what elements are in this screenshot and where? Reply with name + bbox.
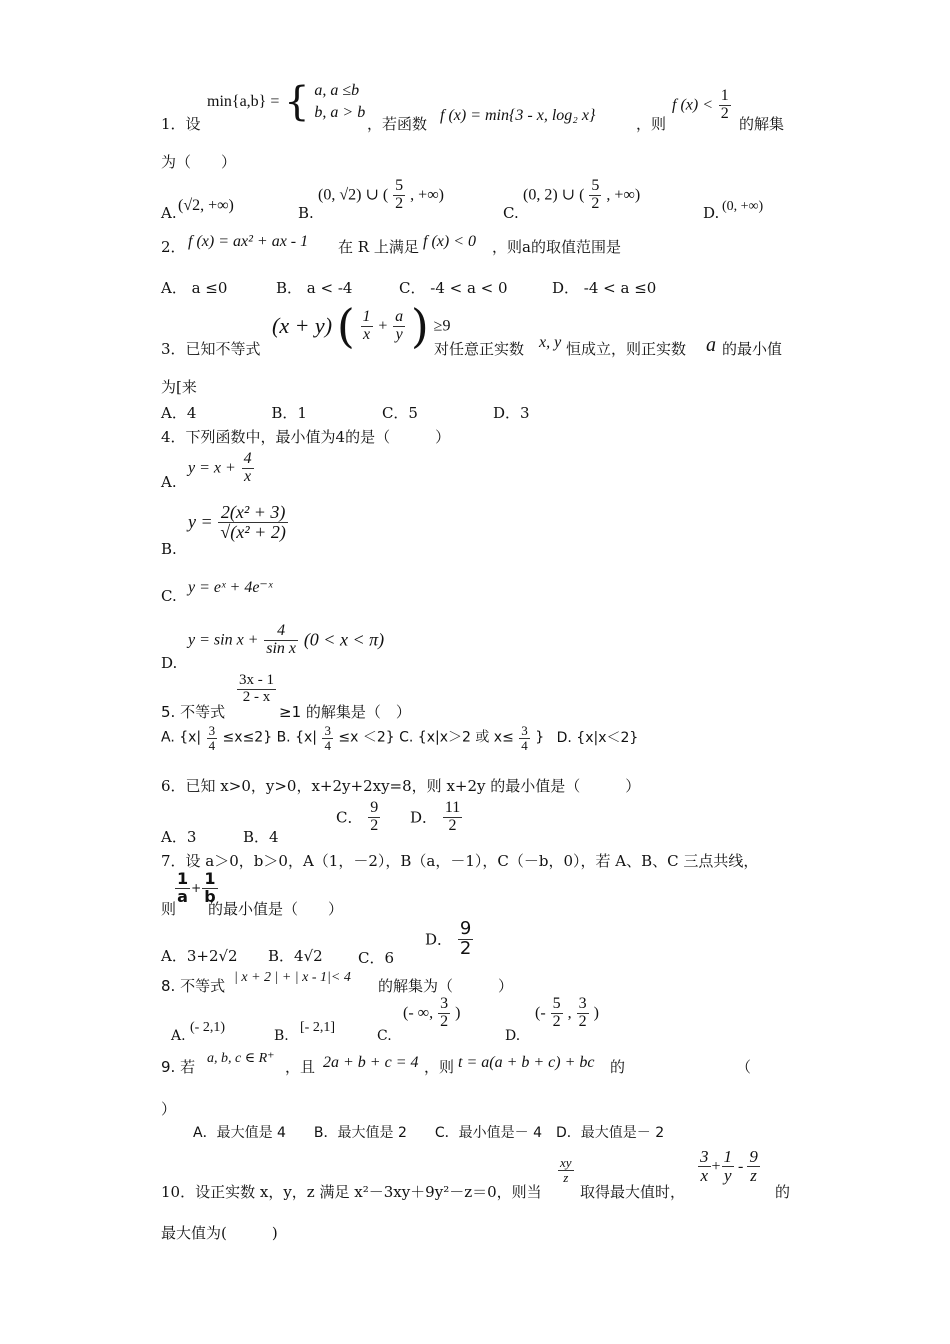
q7-title: 7．设 a＞0，b＞0，A（1，－2），B（a，－1），C（－b，0），若 A、B、C 三点共线， [161,852,759,870]
q10-expression: $\frac{3}{x}$ + $\frac{1}{y}$ - $\frac{9}{z}$ [700,1147,758,1185]
q3-options: A．4 B．1 C．5 D．3 [161,404,530,422]
q5-options: A. {x| $\frac{3}{4}$ ≤x≤2} B. {x| $\frac{3}{4}$ ≤x ＜2} C. {x|x＞2 或 x≤ $\frac{3}{4}$ } D. {x|x＜2} [161,723,639,753]
q8-option-d: (- $\frac{5}{2}$ , $\frac{3}{2}$ ) [535,995,599,1030]
q9-paren-right: ） [161,1100,177,1118]
q10-line2: 最大值为( ) [161,1224,278,1242]
q1-inequality [672,88,732,123]
q4-option-a: y = x + $\frac{4}{x}$ [188,450,252,485]
q5-tail: ≥1 的解集是（ ） [279,703,411,721]
q8-option-b: [- 2,1] [300,1020,335,1035]
q9-t-expression: t = a(a + b + c) + bc [458,1054,595,1071]
q1-option-d-label: D. [703,204,720,222]
q3-line2: 为[来 [161,378,197,396]
q2-option-d: D． -4 < a ≤0 [552,279,657,297]
q2-text-mid: 在 R 上满足 [338,238,419,256]
q7-expression: $\frac{1}{a}$ + $\frac{1}{b}$ [177,869,216,906]
q4-title: 4．下列函数中，最小值为4的是（ ） [161,428,451,446]
q2-option-b: B． a < -4 [276,279,353,297]
q7-tail: 的最小值是（ ） [208,900,344,918]
q4-option-b-label: B. [161,540,177,558]
q3-vars: x, y [539,334,562,351]
q1-brace: { [284,79,310,125]
q3-inequality: (x + y) ( $\frac{1}{x}$ + $\frac{a}{y}$ ) ≥9 [272,299,451,353]
q6-option-d: D． $\frac{11}{2}$ [410,799,461,834]
q3-a: a [706,334,716,356]
q6-title: 6．已知 x>0，y>0，x+2y+2xy=8，则 x+2y 的最小值是（ ） [161,777,641,795]
q9-options: A．最大值是 4 B．最大值是 2 C．最小值是－ 4 D．最大值是－ 2 [193,1125,665,1141]
q1-min-definition [207,80,365,124]
q2-condition: f (x) < 0 [423,233,476,250]
q1-option-b-label: B. [298,204,314,222]
q1-half-fraction: $\frac{1}{2}$ [720,87,729,122]
q9-paren-left: （ [736,1058,752,1076]
q4-option-b: y = $\frac{\text{2(x² + 3)}}{\text{√(x² + 2)}}$ [188,502,286,542]
q8-option-d-label: D. [505,1028,521,1044]
q9-text-mid2: ，则 [424,1058,455,1076]
q1-line2: 为（ ） [161,153,237,171]
q8-number: 8. 不等式 [161,977,226,995]
q8-option-a-label: A. [171,1028,186,1044]
q9-text-mid: ，且 [285,1058,316,1076]
q10-text-mid: 取得最大值时， [580,1183,686,1201]
q4-option-d-label: D. [161,654,178,672]
q7-then: 则 [161,900,177,918]
q5-number: 5. 不等式 [161,703,226,721]
q9-number: 9. 若 [161,1058,196,1076]
q10-tail: 的 [775,1183,791,1201]
q1-function: f (x) = min{3 - x, log₂ x} [440,107,596,124]
q1-ineq-lhs: f (x) < [672,96,713,114]
q8-option-c-label: C. [377,1028,392,1044]
q1-option-a-label: A. [161,204,177,222]
q7-option-c: C．6 [358,949,395,967]
q2-tail: ，则a的取值范围是 [492,238,621,256]
q3-tail: 的最小值 [722,340,783,358]
q3-text-mid2: 恒成立，则正实数 [566,340,687,358]
q1-number: 1．设 [161,115,201,133]
q1-case-1: a, a ≤b [314,82,360,99]
q4-option-d: y = sin x + $\frac{4}{\text{sin x}}$ (0 < x < π) [188,622,385,657]
q4-option-c-label: C. [161,587,177,605]
q1-then: ，则 [636,115,667,133]
q8-option-c: (- ∞, $\frac{3}{2}$ ) [403,995,461,1030]
q7-option-b: B．4√2 [268,947,323,965]
q2-option-a: A． a ≤0 [161,279,228,297]
q9-tail: 的 [610,1058,626,1076]
q4-option-c: y = eˣ + 4e⁻ˣ [188,579,273,596]
q3-text-mid: 对任意正实数 [434,340,525,358]
q1-option-c-label: C. [503,204,519,222]
q4-option-a-label: A. [161,473,177,491]
q2-option-c: C． -4 < a < 0 [399,279,508,297]
q1-tail: 的解集 [739,115,785,133]
q1-option-d: (0, +∞) [722,199,764,214]
q1-min-label: min{a,b} = [207,93,280,111]
q1-option-a: (√2, +∞) [178,197,234,214]
q1-case-2: b, a > b [314,104,366,121]
q5-fraction: $\frac{3x - 1}{2 - x}$ [239,672,274,705]
q1-option-c: (0, 2) ∪ ( $\frac{5}{2}$ , +∞) [523,177,641,212]
q8-inequality: | x + 2 | + | x - 1|< 4 [234,970,351,985]
q10-xy-fraction: $\frac{xy}{z}$ [560,1155,572,1185]
q7-option-d: D． $\frac{9}{2}$ [425,918,472,959]
q7-option-a: A．3+2√2 [161,947,238,965]
q6-option-a: A．3 [161,828,197,846]
q9-set: a, b, c ∈ R⁺ [207,1051,275,1066]
q8-tail: 的解集为（ ） [378,977,514,995]
q2-number: 2． [161,238,186,256]
q8-option-b-label: B. [274,1028,289,1044]
q3-number: 3．已知不等式 [161,340,261,358]
q10-text: 10．设正实数 x，y，z 满足 x²－3xy＋9y²－z＝0，则当 [161,1183,542,1201]
q9-equation: 2a + b + c = 4 [323,1054,419,1071]
q6-option-b: B．4 [243,828,279,846]
q6-option-c: C． $\frac{9}{2}$ [336,799,379,834]
q8-option-a: (- 2,1) [190,1020,225,1035]
q2-function: f (x) = ax² + ax - 1 [188,233,309,250]
q1-text-mid: ，若函数 [367,115,428,133]
q1-option-b: (0, √2) ∪ ( $\frac{5}{2}$ , +∞) [318,177,444,212]
